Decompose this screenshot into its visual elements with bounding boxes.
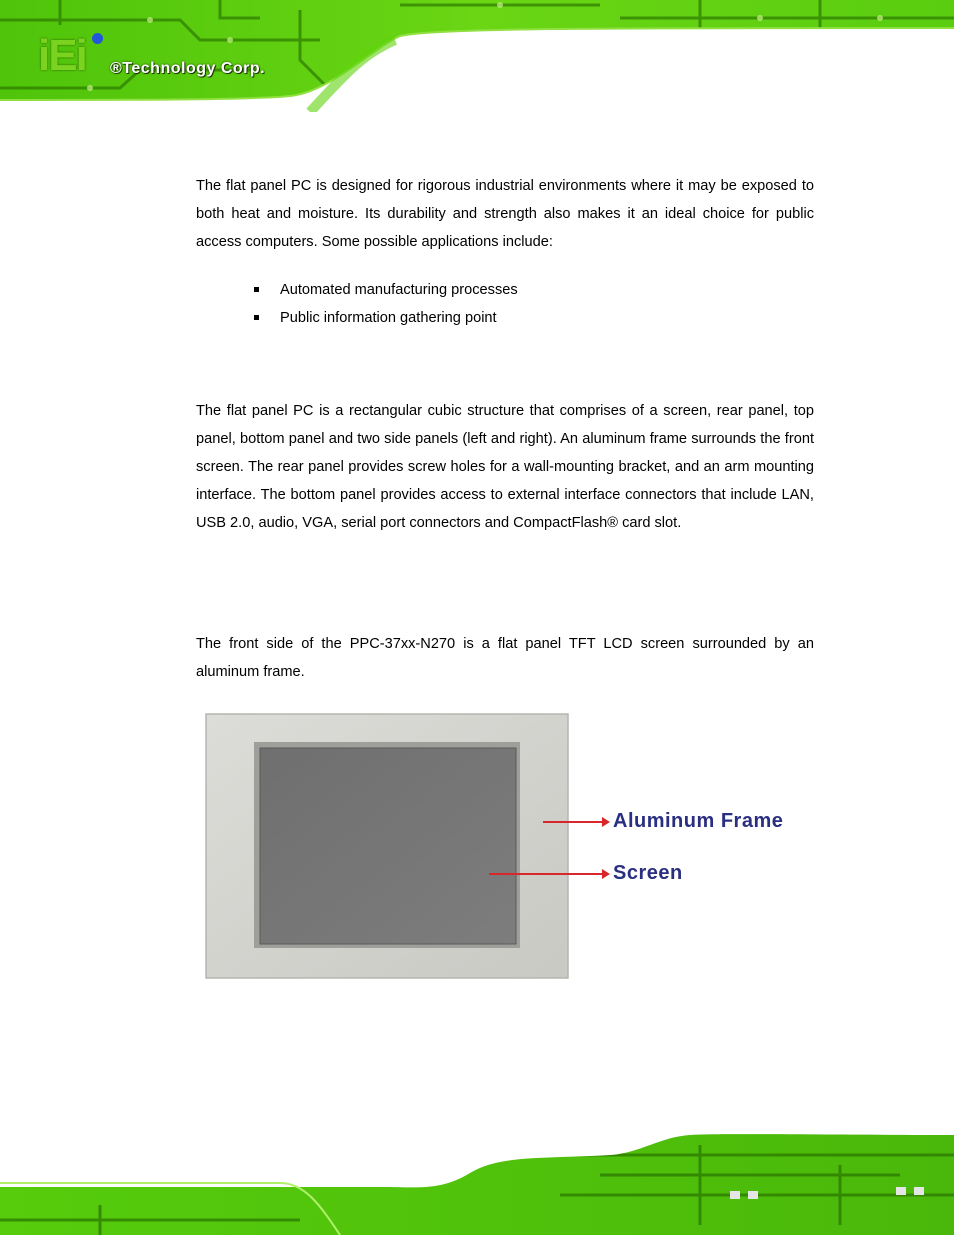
lcd-screen bbox=[260, 748, 516, 944]
circuit-board-footer bbox=[0, 1125, 954, 1235]
list-item: Public information gathering point bbox=[252, 304, 518, 332]
screen-arrow-icon bbox=[602, 869, 610, 879]
frame-arrow-icon bbox=[602, 817, 610, 827]
list-item: Automated manufacturing processes bbox=[252, 276, 518, 304]
page-header bbox=[0, 0, 954, 112]
page-footer bbox=[0, 1125, 954, 1235]
logo-dot-icon bbox=[92, 33, 103, 44]
company-logo bbox=[38, 30, 288, 82]
logo-mark: iEi bbox=[38, 31, 86, 80]
intro-paragraph: The flat panel PC is designed for rigorous industrial environments where it may be exposed to both heat and moisture. Its durability and strength also makes it an ideal choice for public access computers. Some possible applications include: bbox=[196, 178, 814, 250]
aluminum-frame-label: Aluminum Frame bbox=[613, 810, 784, 832]
structure-paragraph: The flat panel PC is a rectangular cubic structure that comprises of a screen, rear panel, top panel, bottom panel and two side panels (left and right). An aluminum frame surrounds the front screen. The rear panel provides screw holes for a wall-mounting bracket, and an arm mounting interface. The bottom panel provides access to external interface connectors that include LAN, USB 2.0, audio, VGA, serial port connectors and CompactFlash® card slot. bbox=[196, 403, 814, 531]
front-side-paragraph: The front side of the PPC-37xx-N270 is a flat panel TFT LCD screen surrounded by an aluminum frame. bbox=[196, 636, 814, 680]
applications-list bbox=[252, 276, 518, 332]
front-view-figure bbox=[204, 712, 814, 982]
logo-text: ®Technology Corp. bbox=[110, 60, 266, 77]
screen-label: Screen bbox=[613, 862, 683, 884]
panel-pc-illustration bbox=[204, 712, 814, 982]
